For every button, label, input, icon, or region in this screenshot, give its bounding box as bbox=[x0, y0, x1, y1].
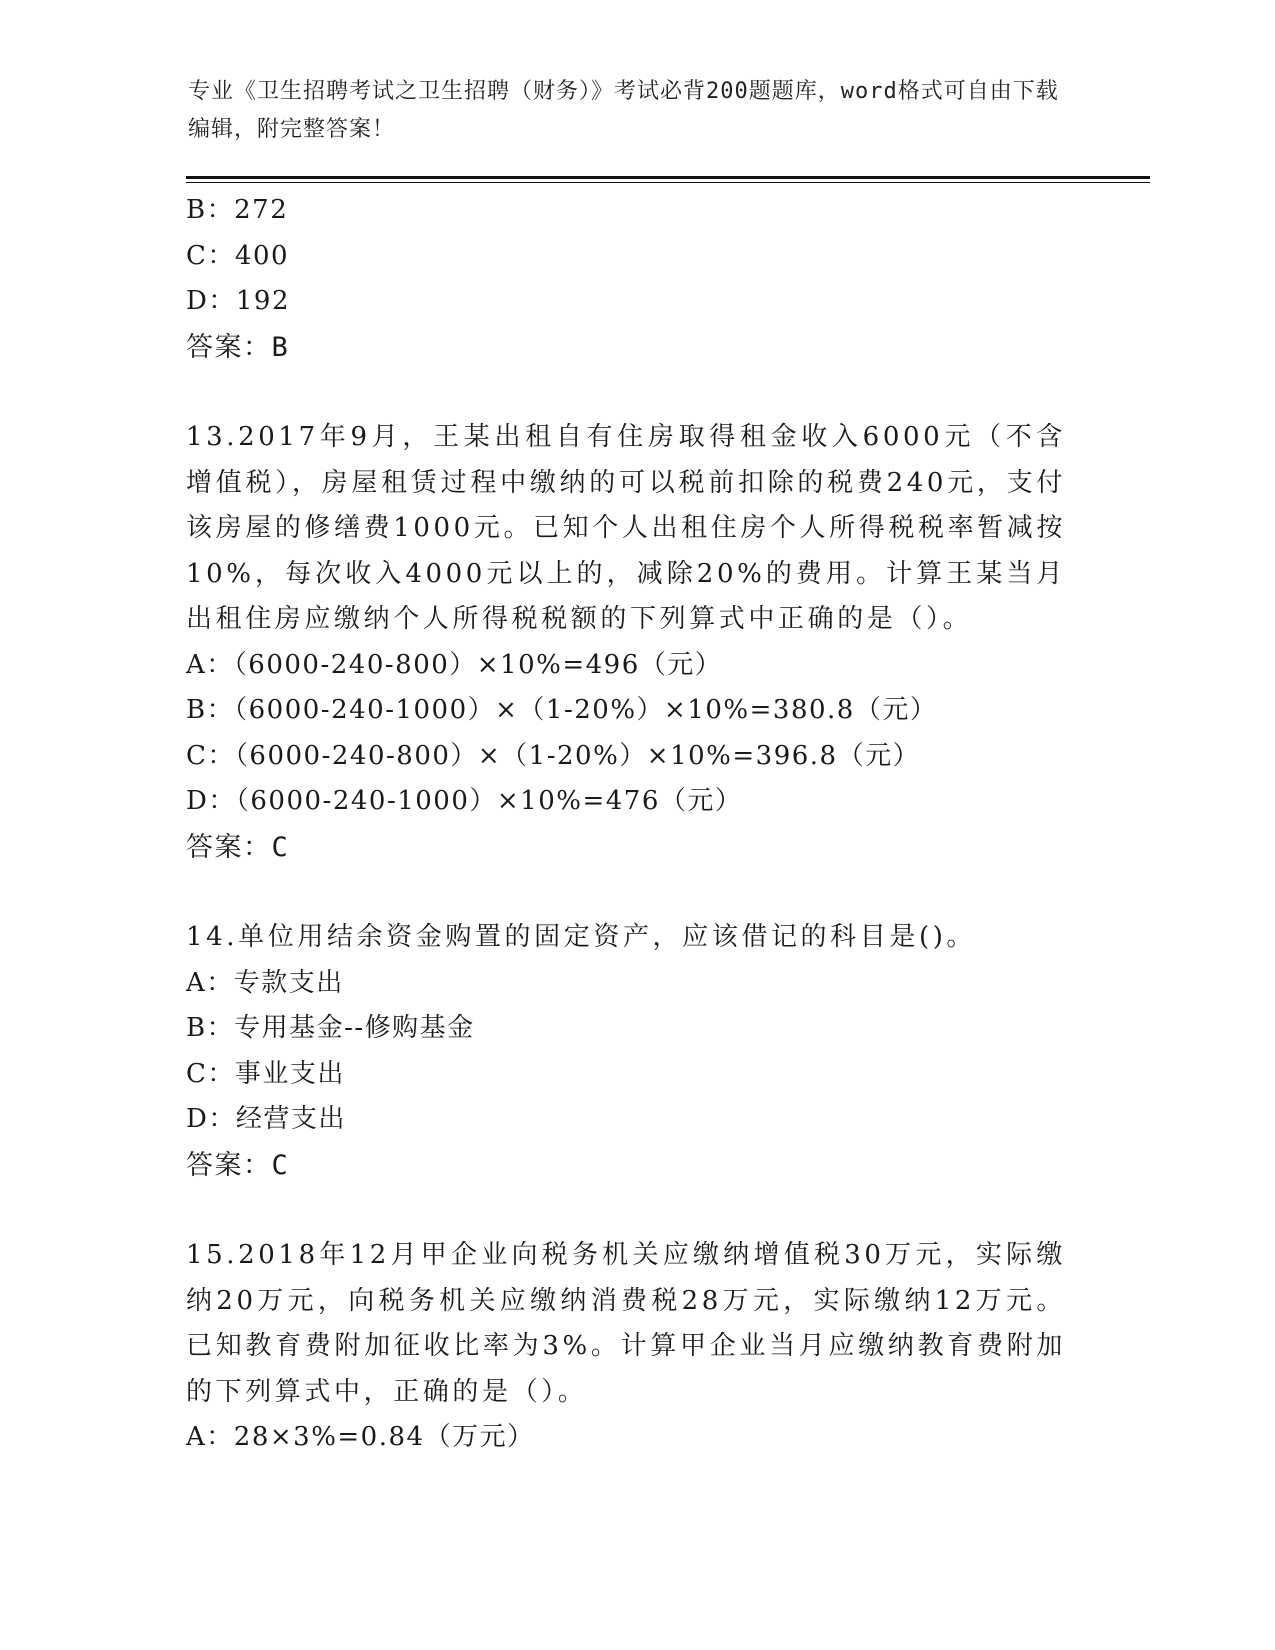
question-list bbox=[186, 188, 1066, 1461]
answer-line: 答案：C bbox=[186, 1149, 290, 1181]
header-divider-thin bbox=[186, 182, 1150, 183]
question-12-tail bbox=[186, 188, 1066, 370]
option-c: C：事业支出 bbox=[186, 1058, 345, 1089]
option-c: C：（6000-240-800）×（1-20%）×10%=396.8（元） bbox=[186, 740, 921, 771]
option-b: B：专用基金--修购基金 bbox=[186, 1013, 475, 1043]
option-d: D：192 bbox=[186, 286, 290, 316]
answer-line: 答案：C bbox=[186, 831, 290, 863]
option-d: D：经营支出 bbox=[186, 1104, 346, 1134]
question-13 bbox=[186, 415, 1066, 870]
question-stem: 13.2017年9月，王某出租自有住房取得租金收入6000元（不含增值税），房屋租赁过程中缴纳的可以税前扣除的税费240元，支付该房屋的修缮费1000元。已知个人出租住房个人所得税税率暂减按10%，每次收入4000元以上的，减除20%的费用。计算王某当月出租住房应缴纳个人所得税税额的下列算式中正确的是（）。 bbox=[186, 422, 1066, 634]
option-b: B：（6000-240-1000）×（1-20%）×10%=380.8（元） bbox=[186, 695, 938, 725]
option-b: B：272 bbox=[186, 195, 289, 225]
question-stem: 14.单位用结余资金购置的固定资产，应该借记的科目是()。 bbox=[186, 922, 977, 952]
option-a: A：专款支出 bbox=[186, 967, 344, 998]
question-14 bbox=[186, 915, 1066, 1188]
option-a: A：28×3%=0.84（万元） bbox=[186, 1422, 535, 1452]
question-15 bbox=[186, 1233, 1066, 1461]
option-c: C：400 bbox=[186, 240, 290, 271]
option-a: A：（6000-240-800）×10%=496（元） bbox=[186, 649, 723, 680]
question-stem: 15.2018年12月甲企业向税务机关应缴纳增值税30万元，实际缴纳20万元，向税务机关应缴纳消费税28万元，实际缴纳12万元。已知教育费附加征收比率为3%。计算甲企业当月应缴纳教育费附加的下列算式中，正确的是（）。 bbox=[186, 1240, 1066, 1407]
option-d: D：（6000-240-1000）×10%=476（元） bbox=[186, 786, 743, 816]
page-header: 专业《卫生招聘考试之卫生招聘（财务）》考试必背200题题库，word格式可自由下载编辑，附完整答案！ bbox=[188, 79, 1059, 142]
header-divider bbox=[186, 176, 1150, 179]
answer-line: 答案：B bbox=[186, 331, 290, 363]
